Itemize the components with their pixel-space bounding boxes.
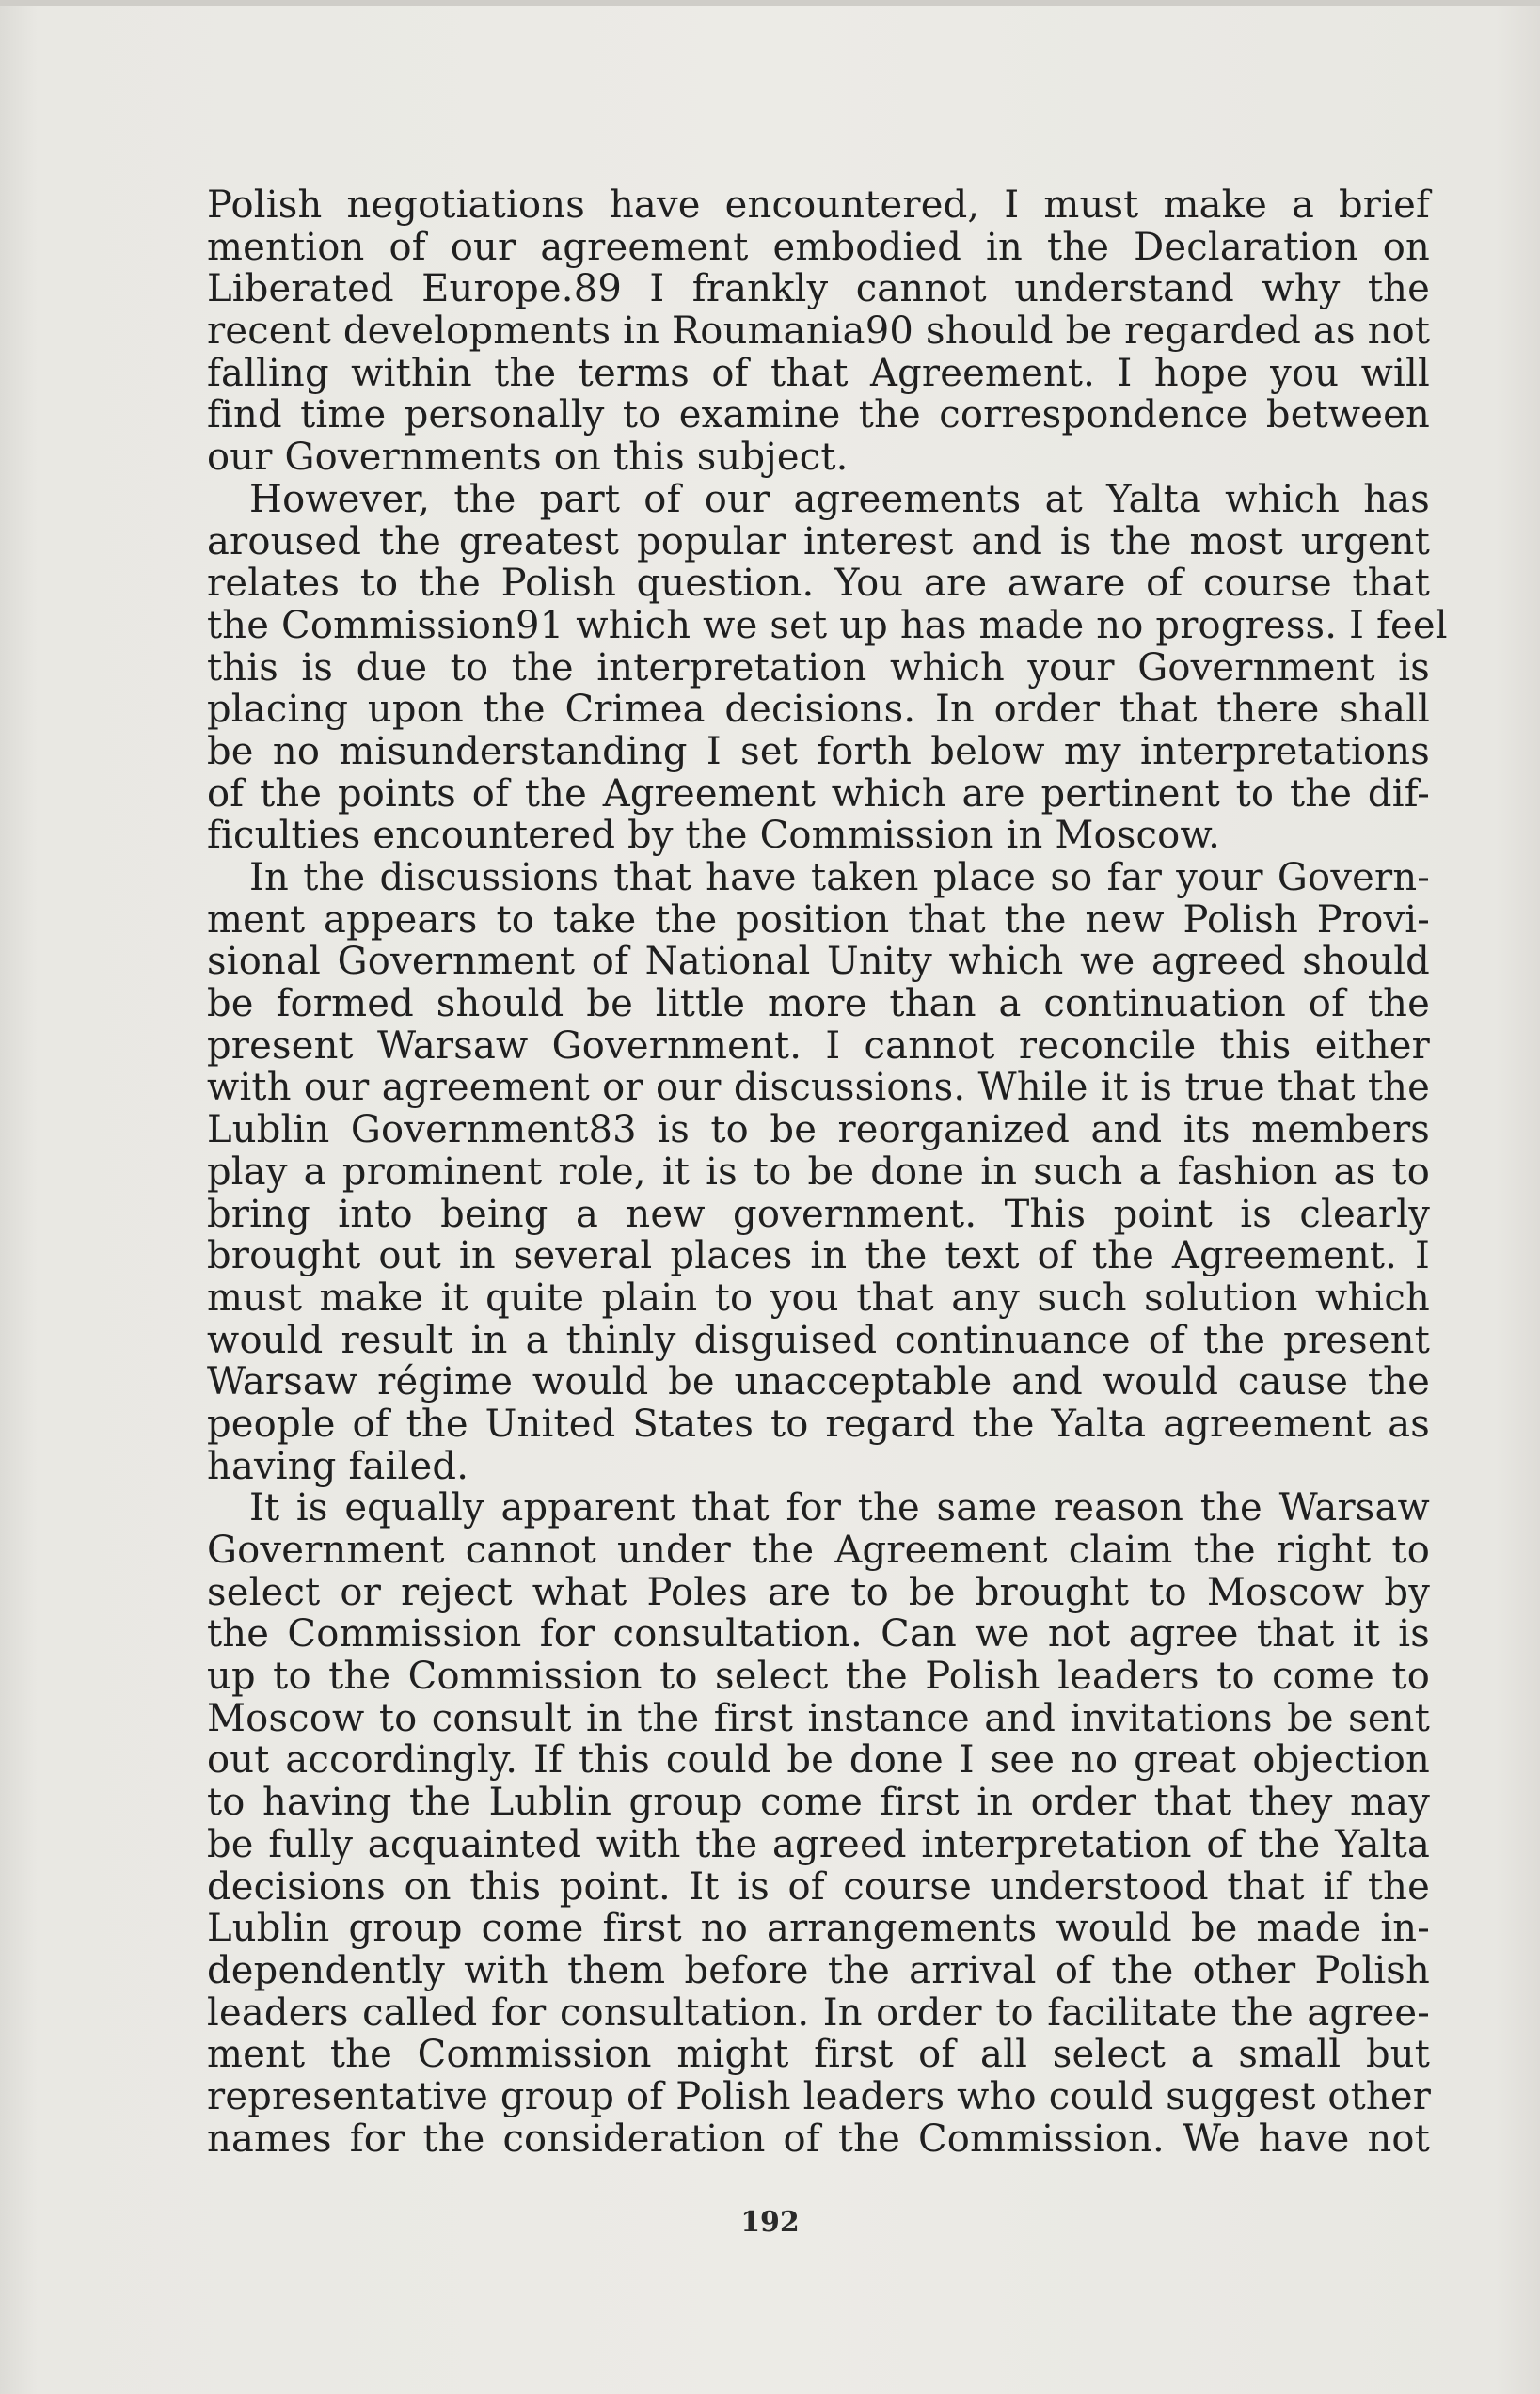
page-top-edge — [0, 0, 1540, 6]
text-line: select or reject what Poles are to be brought to Moscow by — [207, 1570, 1430, 1614]
text-line: bring into being a new government. This point is clearly — [207, 1192, 1430, 1236]
text-line: be fully acquainted with the agreed interpretation of the Yalta — [207, 1822, 1430, 1866]
text-line: the Commission for consultation. Can we not agree that it is — [207, 1612, 1430, 1657]
text-line: Moscow to consult in the first instance and invitations be sent — [207, 1696, 1430, 1740]
text-line: decisions on this point. It is of course understood that if the — [207, 1864, 1430, 1909]
text-line: ment the Commission might first of all select a small but — [207, 2033, 1430, 2077]
page-number: 192 — [740, 2206, 800, 2239]
text-line: placing upon the Crimea decisions. In order that there shall — [207, 688, 1430, 732]
paragraph-commission-selection — [207, 1487, 1430, 2160]
letter-body — [207, 183, 1448, 2161]
text-line: leaders called for consultation. In order to facilitate the agree- — [207, 1990, 1430, 2035]
text-line: with our agreement or our discussions. While it is true that the — [207, 1066, 1430, 1110]
text-line: mention of our agreement embodied in the Declaration on — [207, 225, 1430, 269]
text-line: In the discussions that have taken place so far your Govern- — [249, 856, 1430, 899]
text-line: be no misunderstanding I set forth below my interpretations — [207, 729, 1430, 773]
text-line: relates to the Polish question. You are aware of course that — [207, 562, 1430, 606]
text-line: be formed should be little more than a continuation of the — [207, 982, 1430, 1026]
paragraph-provisional-government — [207, 857, 1430, 1487]
text-line: our Governments on this subject. — [207, 436, 849, 480]
text-line: However, the part of our agreements at Yalta which has — [249, 477, 1430, 521]
text-line: having failed. — [207, 1444, 469, 1488]
text-line: must make it quite plain to you that any such solution which — [207, 1276, 1430, 1320]
text-line: to having the Lublin group come first in order that they may — [207, 1781, 1430, 1825]
text-line: aroused the greatest popular interest and is the most urgent — [207, 519, 1430, 563]
text-line: Lublin Government83 is to be reorganized and its members — [207, 1108, 1430, 1152]
text-line: present Warsaw Government. I cannot reconcile this either — [207, 1023, 1430, 1068]
text-line: find time personally to examine the correspondence between — [207, 393, 1430, 437]
paragraph-polish-question — [207, 477, 1448, 858]
text-line: Government cannot under the Agreement claim the right to — [207, 1529, 1430, 1572]
text-line: brought out in several places in the text of the Agreement. I — [207, 1234, 1430, 1278]
text-line: recent developments in Roumania90 should be regarded as not — [207, 309, 1431, 354]
text-line: people of the United States to regard the Yalta agreement as — [207, 1402, 1430, 1446]
text-line: sional Government of National Unity which we agreed should — [207, 940, 1430, 984]
text-line: ficulties encountered by the Commission in Moscow. — [207, 814, 1221, 858]
text-line: the Commission91 which we set up has made no progress. I feel — [207, 603, 1448, 647]
text-line: of the points of the Agreement which are pertinent to the dif- — [207, 771, 1430, 816]
text-line: representative group of Polish leaders who could suggest other — [207, 2074, 1432, 2118]
text-line: play a prominent role, it is to be done in such a fashion as to — [207, 1149, 1430, 1194]
paragraph-declaration — [207, 184, 1430, 479]
text-line: out accordingly. If this could be done I see no great objection — [207, 1738, 1430, 1783]
text-line: It is equally apparent that for the same reason the Warsaw — [249, 1486, 1430, 1530]
text-line: ment appears to take the position that the new Polish Provi- — [207, 897, 1430, 942]
text-line: dependently with them before the arrival of the other Polish — [207, 1948, 1430, 1992]
text-line: Polish negotiations have encountered, I must make a brief — [207, 183, 1430, 227]
text-line: would result in a thinly disguised continuance of the present — [207, 1318, 1430, 1362]
text-line: names for the consideration of the Commission. We have not — [207, 2117, 1430, 2161]
text-line: this is due to the interpretation which your Government is — [207, 645, 1430, 690]
text-line: up to the Commission to select the Polish leaders to come to — [207, 1655, 1430, 1699]
text-line: Warsaw régime would be unacceptable and would cause the — [207, 1360, 1430, 1404]
text-line: falling within the terms of that Agreement. I hope you will — [207, 351, 1430, 395]
text-line: Lublin group come first no arrangements would be made in- — [207, 1907, 1430, 1951]
text-line: Liberated Europe.89 I frankly cannot understand why the — [207, 267, 1430, 311]
